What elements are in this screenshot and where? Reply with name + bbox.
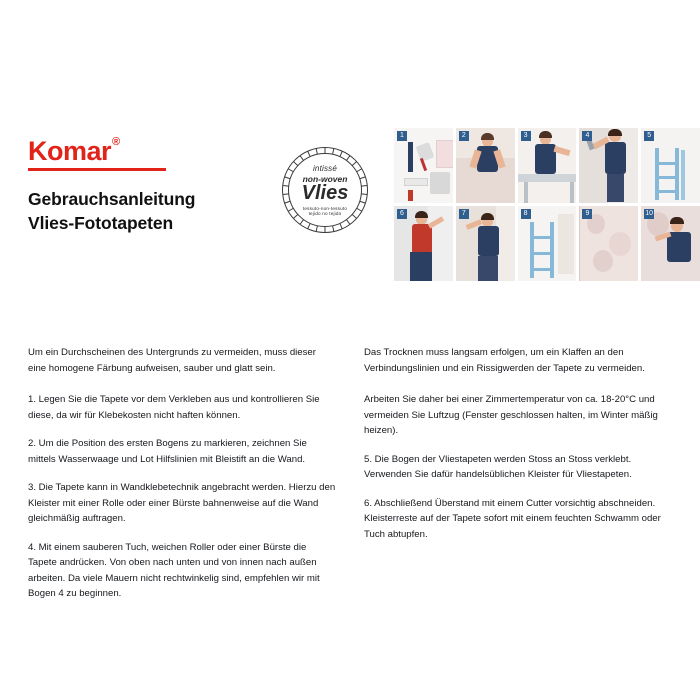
page-title-line1: Gebrauchsanleitung [28,189,196,209]
right-note-temperature: Arbeiten Sie daher bei einer Zimmertemperatur von ca. 18-20°C und vermeiden Sie Luftzug (Fenster geschlossen halten, im Winter mäßig heizen). [364,394,658,437]
page-title [28,188,258,235]
step-photo-6 [394,206,453,281]
step-photo-3 [518,128,577,203]
page-title-line2: Vlies-Fototapeten [28,212,174,233]
right-column [364,345,672,602]
left-step-4: 4. Mit einem sauberen Tuch, weichen Roller oder einer Bürste die Tapete andrücken. Von oben nach unten und von innen nach außen arbeiten. Da viele Mauern nicht rechtwinkelig sind, empfehlen wir mit Bogen 4 zu beginnen. [28,541,320,600]
seal-line-2: non-woven [302,174,348,184]
registered-mark: ® [112,136,120,148]
brand-logo [28,138,119,165]
right-step-6: 6. Abschließend Überstand mit einem Cutter vorsichtig abschneiden. Kleisterreste auf der Tapete sofort mit einem feuchten Schwamm oder Tuch abtupfen. [364,497,661,540]
seal-labels [271,136,379,244]
step-photo-8 [518,206,577,281]
left-column [28,345,336,602]
seal-line-1: intissé [312,164,338,173]
step-number-badge: 9 [582,209,592,219]
right-intro-paragraph: Das Trocknen muss langsam erfolgen, um ein Klaffen an den Verbindungslinien und ein Rissigwerden der Tapete zu vermeiden. [364,347,645,374]
vlies-seal-icon [271,136,379,244]
step-number-badge: 6 [397,209,407,219]
brand-block [28,138,258,235]
step-photo-5 [641,128,700,203]
brand-name: Komar [28,136,112,166]
step-number-badge: 4 [582,131,592,141]
step-photo-9 [579,206,638,281]
step-photo-10 [641,206,700,281]
brand-underline [28,168,166,171]
seal-line-3: Vlies [301,182,349,204]
step-number-badge: 7 [459,209,469,219]
step-photo-1 [394,128,453,203]
step-number-badge: 8 [521,209,531,219]
left-step-2: 2. Um die Position des ersten Bogens zu markieren, zeichnen Sie mittels Wasserwaage und Lot Hilfslinien mit Bleistift an die Wand. [28,438,307,465]
step-photo-grid [394,128,700,281]
step-photo-4 [579,128,638,203]
left-intro-paragraph: Um ein Durchscheinen des Untergrunds zu vermeiden, muss dieser eine homogene Färbung aufweisen, sauber und glatt sein. [28,347,316,374]
step-photo-7 [456,206,515,281]
step-number-badge: 1 [397,131,407,141]
left-step-3: 3. Die Tapete kann in Wandklebetechnik angebracht werden. Hierzu den Kleister mit einer Rolle oder einer Bürste bahnenweise auf die Wand gleichmäßig auftragen. [28,482,336,525]
right-step-5: 5. Die Bogen der Vliestapeten werden Stoss an Stoss verklebt. Verwenden Sie dafür handelsüblichen Kleister für Vliestapeten. [364,453,632,481]
step-number-badge: 3 [521,131,531,141]
header [28,128,672,318]
step-number-badge: 5 [644,131,654,141]
seal-line-5: tejido no tejido [308,211,342,216]
left-step-1: 1. Legen Sie die Tapete vor dem Verkleben aus und kontrollieren Sie diese, da wir für Klebekosten nicht haften können. [28,394,320,421]
step-number-badge: 10 [645,210,654,217]
seal-line-4: tessuto-non-tessuto [302,206,348,211]
step-photo-2 [456,128,515,203]
step-number-badge: 2 [459,131,469,141]
instruction-body [28,345,672,602]
